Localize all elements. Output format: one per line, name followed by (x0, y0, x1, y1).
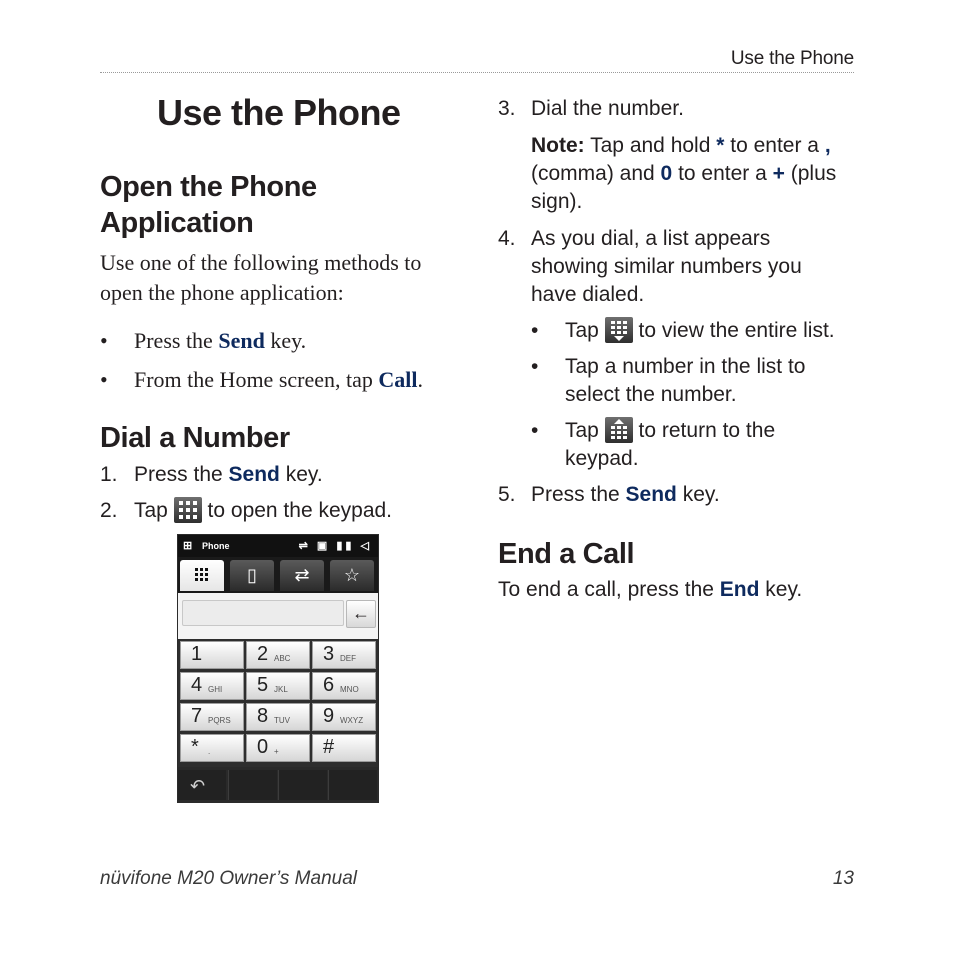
step-text: Dial the number. (531, 97, 684, 120)
note-text: sign). (531, 190, 583, 213)
list-view-icon (605, 317, 633, 343)
bullet-text: keypad. (565, 447, 639, 470)
key-digit: 3 (323, 643, 335, 665)
bullet-mark: • (531, 419, 539, 442)
open-bullet-2 (100, 365, 460, 395)
step-number: 3. (498, 97, 516, 120)
key-letters: DEF (340, 654, 356, 663)
bullet-text: . (417, 367, 423, 392)
sub-bullet-2 (531, 353, 861, 406)
bullet-text: key. (264, 328, 307, 353)
key-digit: 7 (191, 705, 203, 727)
contacts-icon: ▯ (247, 565, 257, 585)
step-text: showing similar numbers you (531, 255, 802, 278)
return-to-keypad-icon (605, 417, 633, 443)
bullet-mark: • (531, 355, 539, 378)
sub-bullet-3 (531, 417, 861, 470)
note-text: to enter a (672, 162, 773, 185)
bullet-text: Tap (565, 319, 605, 342)
section-heading-end-call: End a Call (498, 538, 635, 570)
windows-logo-icon: ⊞ (183, 540, 193, 552)
keypad-key[interactable] (180, 641, 244, 669)
end-call-text (498, 576, 802, 604)
softkey-empty (228, 770, 277, 800)
key-letters: . (208, 747, 211, 756)
note-text: to enter a (724, 134, 825, 157)
step-text: Press the (134, 463, 229, 486)
call-history-icon: ⇄ (294, 565, 310, 585)
star-key: * (716, 134, 725, 157)
key-digit: 6 (323, 674, 335, 696)
keypad-icon (174, 497, 202, 523)
open-bullet-1 (100, 326, 460, 356)
dial-step-1 (100, 461, 460, 489)
note-label: Note: (531, 134, 585, 157)
key-digit: 5 (257, 674, 269, 696)
softkey-empty (278, 770, 327, 800)
number-entry-area (178, 593, 378, 639)
bullet-mark: • (531, 319, 539, 342)
intro-line: Use one of the following methods to (100, 250, 422, 275)
note-text: (plus (784, 162, 837, 185)
star-icon: ☆ (343, 565, 361, 585)
step-number: 4. (498, 227, 516, 250)
key-digit: 9 (323, 705, 335, 727)
heading-line: Open the Phone (100, 171, 317, 203)
phone-keypad-screenshot (177, 534, 379, 803)
running-head: Use the Phone (730, 48, 854, 69)
footer-manual-title: nüvifone M20 Owner’s Manual (100, 868, 357, 889)
key-letters: PQRS (208, 716, 231, 725)
step-text: have dialed. (531, 283, 645, 306)
back-arrow-icon: ↶ (190, 776, 206, 796)
dial-step-2 (100, 497, 460, 525)
keypad-key[interactable] (312, 703, 376, 731)
open-intro (100, 248, 421, 308)
step-number: 5. (498, 483, 516, 506)
status-icons: ⇌ ▣ ▮▮ ◁ (298, 540, 372, 552)
key-letters: JKL (274, 685, 288, 694)
end-call-desc: To end a call, press the (498, 578, 720, 601)
step-text: Tap (134, 499, 174, 522)
keypad-key[interactable] (312, 641, 376, 669)
keypad-icon (180, 560, 224, 591)
keypad-key[interactable] (180, 734, 244, 762)
note-text: (comma) and (531, 162, 661, 185)
key-digit: 8 (257, 705, 269, 727)
comma-symbol: , (824, 134, 831, 157)
send-key-label: Send (625, 483, 677, 506)
page-title: Use the Phone (157, 92, 401, 133)
phone-bottom-bar (178, 767, 378, 803)
status-title: Phone (202, 541, 230, 551)
key-letters: + (274, 747, 279, 756)
end-key-label: End (719, 578, 760, 601)
step-text: As you dial, a list appears (531, 227, 771, 250)
intro-line: open the phone application: (100, 280, 344, 305)
keypad-key[interactable] (312, 672, 376, 700)
tab-keypad[interactable] (180, 560, 224, 591)
status-bar (178, 535, 378, 557)
keypad-key[interactable] (246, 672, 310, 700)
bullet-mark: • (100, 328, 108, 353)
key-digit: 0 (257, 736, 269, 758)
bullet-text: to return to the (632, 419, 776, 442)
tab-contacts[interactable] (230, 560, 274, 591)
step-number: 1. (100, 463, 118, 486)
key-letters: MNO (340, 685, 359, 694)
keypad-key[interactable] (180, 672, 244, 700)
step-text: Press the (531, 483, 626, 506)
key-digit: # (323, 736, 335, 758)
key-digit: * (191, 736, 199, 758)
sub-bullet-1 (531, 317, 861, 345)
key-letters: GHI (208, 685, 223, 694)
backspace-arrow-icon: ← (352, 603, 370, 623)
step-number: 2. (100, 499, 118, 522)
softkey-empty (328, 770, 377, 800)
section-heading-open-phone (100, 169, 317, 241)
key-digit: 4 (191, 674, 203, 696)
bullet-text: to view the entire list. (632, 319, 835, 342)
bullet-text: From the Home screen, tap (134, 367, 379, 392)
keypad-grid (178, 639, 378, 767)
page-number: 13 (832, 868, 854, 889)
key-letters: TUV (274, 716, 290, 725)
note-block (531, 132, 861, 216)
dial-step-5 (498, 481, 858, 509)
zero-key: 0 (660, 162, 673, 185)
key-digit: 2 (257, 643, 269, 665)
section-heading-dial: Dial a Number (100, 422, 290, 454)
keypad-key[interactable] (180, 703, 244, 731)
keypad-key[interactable] (246, 641, 310, 669)
header-rule (100, 72, 854, 73)
send-key-label: Send (218, 328, 265, 353)
keypad-key[interactable] (312, 734, 376, 762)
heading-line: Application (100, 207, 254, 239)
backspace-button[interactable] (346, 600, 376, 628)
bullet-text: Tap (565, 419, 605, 442)
back-softkey[interactable] (178, 770, 226, 800)
dial-step-4 (498, 225, 858, 306)
end-call-desc: key. (759, 578, 803, 601)
dial-step-3 (498, 95, 858, 123)
key-letters: ABC (274, 654, 291, 663)
send-key-label: Send (228, 463, 280, 486)
note-text: Tap and hold (584, 134, 717, 157)
plus-symbol: + (772, 162, 785, 185)
bullet-text: Tap a number in the list to (565, 355, 806, 378)
step-text: to open the keypad. (201, 499, 393, 522)
call-label: Call (378, 367, 418, 392)
tab-call-history[interactable] (280, 560, 324, 591)
step-text: key. (676, 483, 720, 506)
step-text: key. (279, 463, 323, 486)
tab-favorites[interactable] (330, 560, 374, 591)
bullet-text: Press the (134, 328, 219, 353)
key-digit: 1 (191, 643, 203, 665)
bullet-mark: • (100, 367, 108, 392)
keypad-key[interactable] (246, 703, 310, 731)
keypad-key[interactable] (246, 734, 310, 762)
phone-tabs (178, 557, 378, 593)
number-input[interactable] (182, 600, 344, 626)
key-letters: WXYZ (340, 716, 364, 725)
bullet-text: select the number. (565, 383, 737, 406)
